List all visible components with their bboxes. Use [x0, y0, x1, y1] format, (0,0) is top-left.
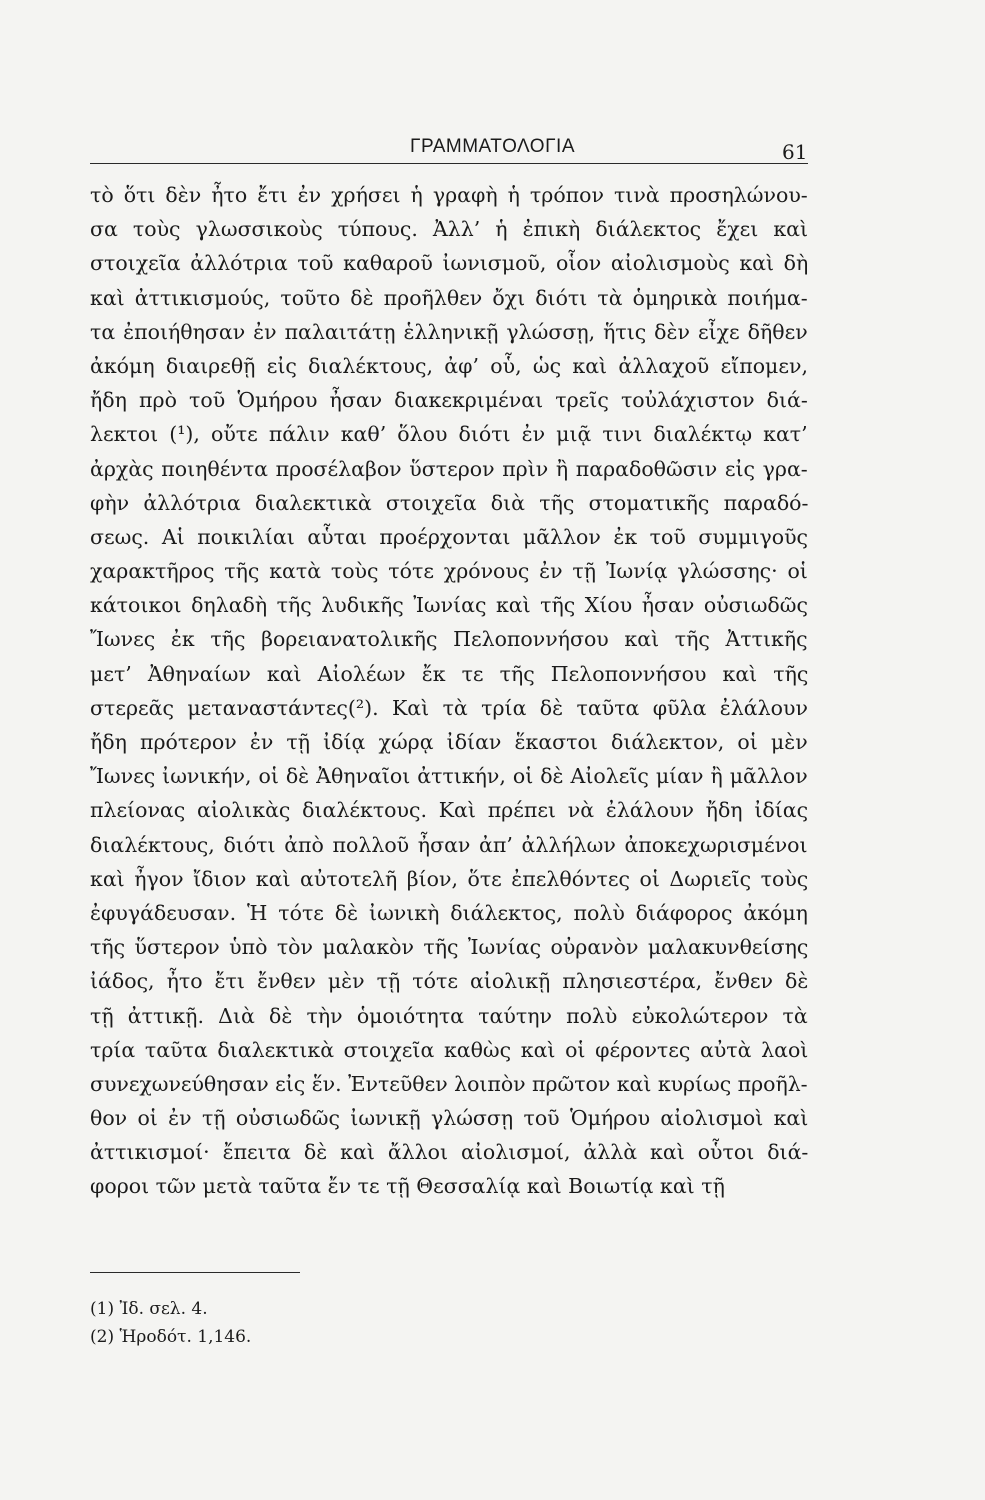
text-line: φὴν ἀλλότρια διαλεκτικὰ στοιχεῖα διὰ τῆς στοματικῆς παραδό-: [90, 490, 808, 515]
text-line: καὶ ἀττικισμούς, τοῦτο δὲ προῆλθεν ὄχι διότι τὰ ὁμηρικὰ ποιήμα-: [90, 285, 808, 310]
footnote-rule: [90, 1272, 300, 1273]
text-line: τῇ ἀττικῇ. Διὰ δὲ τὴν ὁμοιότητα ταύτην πολὺ εὐκολώτερον τὰ: [90, 1003, 808, 1028]
text-line: τρία ταῦτα διαλεκτικὰ στοιχεῖα καθὼς καὶ οἱ φέροντες αὐτὰ λαοὶ: [90, 1037, 808, 1062]
text-line: ἰάδος, ἦτο ἔτι ἔνθεν μὲν τῇ τότε αἰολικῇ πλησιεστέρα, ἔνθεν δὲ: [90, 969, 808, 994]
footnotes: [90, 1295, 690, 1351]
text-line: κάτοικοι δηλαδὴ τῆς λυδικῆς Ἰωνίας καὶ τῆς Χίου ἦσαν οὐσιωδῶς: [90, 593, 808, 618]
text-line: χαρακτῆρος τῆς κατὰ τοὺς τότε χρόνους ἐν τῇ Ἰωνίᾳ γλώσσης· οἱ: [90, 559, 808, 584]
text-line: συνεχωνεύθησαν εἰς ἕν. Ἐντεῦθεν λοιπὸν πρῶτον καὶ κυρίως προῆλ-: [90, 1071, 808, 1096]
text-line: τῆς ὕστερον ὑπὸ τὸν μαλακὸν τῆς Ἰωνίας οὐρανὸν μαλακυνθείσης: [90, 935, 808, 960]
text-line: Ἴωνες ἐκ τῆς βορειανατολικῆς Πελοποννήσου καὶ τῆς Ἀττικῆς: [90, 627, 808, 652]
text-line: Ἴωνες ἰωνικήν, οἱ δὲ Ἀθηναῖοι ἀττικήν, οἱ δὲ Αἰολεῖς μίαν ἢ μᾶλλον: [90, 764, 808, 789]
text-line: μετ’ Ἀθηναίων καὶ Αἰολέων ἔκ τε τῆς Πελοποννήσου καὶ τῆς: [90, 661, 808, 686]
text-line: σα τοὺς γλωσσικοὺς τύπους. Ἀλλ’ ἡ ἐπικὴ διάλεκτος ἔχει καὶ: [90, 217, 808, 242]
text-line: ἤδη πρὸ τοῦ Ὁμήρου ἦσαν διακεκριμέναι τρεῖς τοὐλάχιστον διά-: [90, 388, 808, 413]
running-header-title: ΓΡΑΜΜΑΤΟΛΟΓΙΑ: [409, 136, 575, 157]
text-line: στοιχεῖα ἀλλότρια τοῦ καθαροῦ ἰωνισμοῦ, οἷον αἰολισμοὺς καὶ δὴ: [90, 251, 808, 276]
footnote-2: (2) Ἡροδότ. 1,146.: [90, 1327, 252, 1347]
footnote-1: (1) Ἰδ. σελ. 4.: [90, 1299, 208, 1319]
text-line: ἤδη πρότερον ἐν τῇ ἰδίᾳ χώρᾳ ἰδίαν ἕκαστοι διάλεκτον, οἱ μὲν: [90, 730, 808, 754]
text-line: θον οἱ ἐν τῇ οὐσιωδῶς ἰωνικῇ γλώσσῃ τοῦ Ὁμήρου αἰολισμοὶ καὶ: [90, 1106, 808, 1131]
text-line: σεως. Αἱ ποικιλίαι αὗται προέρχονται μᾶλλον ἐκ τοῦ συμμιγοῦς: [90, 524, 808, 549]
text-line: διαλέκτους, διότι ἀπὸ πολλοῦ ἦσαν ἀπ’ ἀλλήλων ἀποκεχωρισμένοι: [90, 832, 808, 857]
page-number: 61: [782, 140, 808, 164]
text-line: στερεᾶς μεταναστάντες(²). Καὶ τὰ τρία δὲ ταῦτα φῦλα ἐλάλουν: [90, 695, 808, 720]
text-line: τα ἐποιήθησαν ἐν παλαιτάτῃ ἑλληνικῇ γλώσσῃ, ἥτις δὲν εἶχε δῆθεν: [90, 319, 808, 344]
text-line: ἐφυγάδευσαν. Ἡ τότε δὲ ἰωνικὴ διάλεκτος, πολὺ διάφορος ἀκόμη: [90, 900, 808, 925]
text-line: ἀττικισμοί· ἔπειτα δὲ καὶ ἄλλοι αἰολισμοί, ἀλλὰ καὶ οὗτοι διά-: [90, 1140, 808, 1165]
body-text: [90, 178, 808, 1204]
header-rule: [90, 163, 808, 164]
text-line: πλείονας αἰολικὰς διαλέκτους. Καὶ πρέπει νὰ ἐλάλουν ἤδη ἰδίας: [90, 798, 808, 823]
text-line: φοροι τῶν μετὰ ταῦτα ἔν τε τῇ Θεσσαλίᾳ καὶ Βοιωτίᾳ καὶ τῇ: [90, 1174, 725, 1199]
text-line: καὶ ἦγον ἴδιον καὶ αὐτοτελῆ βίον, ὅτε ἐπελθόντες οἱ Δωριεῖς τοὺς: [90, 866, 808, 891]
text-line: ἀρχὰς ποιηθέντα προσέλαβον ὕστερον πρὶν ἢ παραδοθῶσιν εἰς γρα-: [90, 456, 808, 481]
text-line: λεκτοι (¹), οὔτε πάλιν καθ’ ὅλου διότι ἐν μιᾷ τινι διαλέκτῳ κατ’: [90, 422, 808, 447]
text-line: ἀκόμη διαιρεθῇ εἰς διαλέκτους, ἀφ’ οὗ, ὡς καὶ ἀλλαχοῦ εἴπομεν,: [90, 353, 808, 378]
text-line: τὸ ὅτι δὲν ἦτο ἔτι ἐν χρήσει ἡ γραφὴ ἡ τρόπον τινὰ προσηλώνου-: [90, 183, 808, 207]
